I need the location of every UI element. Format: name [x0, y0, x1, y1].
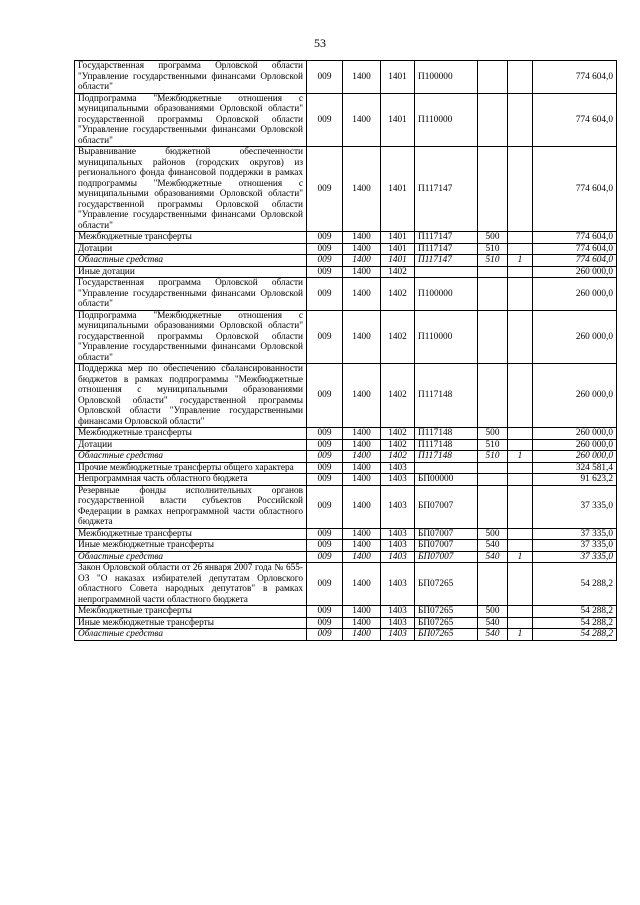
- grbs-code: 009: [307, 243, 343, 255]
- expense-type-code: [478, 474, 508, 486]
- target-article-code: П110000: [415, 93, 478, 147]
- section-code: 1400: [343, 243, 381, 255]
- section-code: 1400: [343, 474, 381, 486]
- amount: 54 288,2: [533, 617, 617, 629]
- grbs-code: 009: [307, 629, 343, 641]
- funding-source-code: [508, 310, 533, 364]
- subsection-code: 1403: [381, 540, 415, 552]
- section-code: 1400: [343, 617, 381, 629]
- amount: 260 000,0: [533, 428, 617, 440]
- grbs-code: 009: [307, 266, 343, 278]
- table-row: [75, 278, 617, 311]
- expense-type-code: 510: [478, 439, 508, 451]
- subsection-code: 1403: [381, 617, 415, 629]
- amount: 324 581,4: [533, 462, 617, 474]
- funding-source-code: [508, 617, 533, 629]
- section-code: 1400: [343, 551, 381, 563]
- subsection-code: 1402: [381, 266, 415, 278]
- section-code: 1400: [343, 428, 381, 440]
- grbs-code: 009: [307, 61, 343, 94]
- expense-type-code: [478, 310, 508, 364]
- funding-source-code: 1: [508, 551, 533, 563]
- expense-type-code: 540: [478, 551, 508, 563]
- funding-source-code: 1: [508, 255, 533, 267]
- funding-source-code: [508, 474, 533, 486]
- row-description: Государственная программа Орловской области "Управление государственными финансами Орловской области": [75, 278, 307, 311]
- subsection-code: 1401: [381, 255, 415, 267]
- funding-source-code: [508, 462, 533, 474]
- expense-type-code: 500: [478, 232, 508, 244]
- expense-type-code: 510: [478, 451, 508, 463]
- table-row: [75, 310, 617, 364]
- expense-type-code: 510: [478, 255, 508, 267]
- grbs-code: 009: [307, 439, 343, 451]
- subsection-code: 1401: [381, 243, 415, 255]
- row-description: Выравнивание бюджетной обеспеченности муниципальных районов (городских округов) из регионального фонда финансовой поддержки в рамках подпрограммы "Межбюджетные отношения с муниципальными образованиями Орловской области" государственной программы Орловской области "Управление государственными финансами Орловской области": [75, 147, 307, 232]
- amount: 774 604,0: [533, 232, 617, 244]
- expense-type-code: 510: [478, 243, 508, 255]
- row-description: Областные средства: [75, 451, 307, 463]
- funding-source-code: [508, 266, 533, 278]
- table-row: [75, 528, 617, 540]
- row-description: Иные дотации: [75, 266, 307, 278]
- section-code: 1400: [343, 462, 381, 474]
- grbs-code: 009: [307, 310, 343, 364]
- row-description: Иные межбюджетные трансферты: [75, 540, 307, 552]
- amount: 260 000,0: [533, 266, 617, 278]
- target-article-code: БП07007: [415, 551, 478, 563]
- table-row: [75, 451, 617, 463]
- row-description: Межбюджетные трансферты: [75, 606, 307, 618]
- target-article-code: П117147: [415, 243, 478, 255]
- row-description: Поддержка мер по обеспечению сбалансированности бюджетов в рамках подпрограммы "Межбюджетные отношения с муниципальными образованиями Орловской области" государственной программы Орловской области "Управление государственными финансами Орловской области": [75, 364, 307, 428]
- expense-type-code: [478, 266, 508, 278]
- table-row: [75, 462, 617, 474]
- funding-source-code: [508, 243, 533, 255]
- subsection-code: 1402: [381, 439, 415, 451]
- section-code: 1400: [343, 266, 381, 278]
- target-article-code: БП07265: [415, 629, 478, 641]
- expense-type-code: [478, 485, 508, 528]
- amount: 260 000,0: [533, 278, 617, 311]
- section-code: 1400: [343, 255, 381, 267]
- amount: 37 335,0: [533, 551, 617, 563]
- section-code: 1400: [343, 310, 381, 364]
- amount: 260 000,0: [533, 310, 617, 364]
- amount: 774 604,0: [533, 255, 617, 267]
- expense-type-code: 540: [478, 629, 508, 641]
- target-article-code: П117148: [415, 364, 478, 428]
- table-row: [75, 606, 617, 618]
- subsection-code: 1403: [381, 606, 415, 618]
- amount: 260 000,0: [533, 451, 617, 463]
- funding-source-code: [508, 528, 533, 540]
- subsection-code: 1403: [381, 629, 415, 641]
- table-row: [75, 629, 617, 641]
- subsection-code: 1401: [381, 147, 415, 232]
- amount: 260 000,0: [533, 364, 617, 428]
- amount: 54 288,2: [533, 629, 617, 641]
- section-code: 1400: [343, 232, 381, 244]
- row-description: Областные средства: [75, 255, 307, 267]
- target-article-code: [415, 462, 478, 474]
- grbs-code: 009: [307, 278, 343, 311]
- table-row: [75, 474, 617, 486]
- table-row: [75, 93, 617, 147]
- section-code: 1400: [343, 93, 381, 147]
- target-article-code: П117148: [415, 451, 478, 463]
- target-article-code: П117148: [415, 439, 478, 451]
- row-description: Областные средства: [75, 629, 307, 641]
- section-code: 1400: [343, 485, 381, 528]
- section-code: 1400: [343, 278, 381, 311]
- amount: 37 335,0: [533, 540, 617, 552]
- target-article-code: П117148: [415, 428, 478, 440]
- section-code: 1400: [343, 606, 381, 618]
- row-description: Резервные фонды исполнительных органов государственной власти субъектов Российской Федерации в рамках непрограммной части областного бюджета: [75, 485, 307, 528]
- funding-source-code: 1: [508, 629, 533, 641]
- section-code: 1400: [343, 147, 381, 232]
- amount: 774 604,0: [533, 243, 617, 255]
- amount: 37 335,0: [533, 528, 617, 540]
- subsection-code: 1403: [381, 474, 415, 486]
- funding-source-code: [508, 428, 533, 440]
- table-row: [75, 61, 617, 94]
- table-row: [75, 428, 617, 440]
- expense-type-code: 500: [478, 428, 508, 440]
- grbs-code: 009: [307, 617, 343, 629]
- funding-source-code: 1: [508, 451, 533, 463]
- subsection-code: 1402: [381, 428, 415, 440]
- row-description: Иные межбюджетные трансферты: [75, 617, 307, 629]
- subsection-code: 1402: [381, 310, 415, 364]
- expense-type-code: [478, 147, 508, 232]
- section-code: 1400: [343, 451, 381, 463]
- section-code: 1400: [343, 439, 381, 451]
- row-description: Дотации: [75, 439, 307, 451]
- table-row: [75, 617, 617, 629]
- grbs-code: 009: [307, 485, 343, 528]
- amount: 774 604,0: [533, 93, 617, 147]
- funding-source-code: [508, 563, 533, 606]
- target-article-code: [415, 266, 478, 278]
- funding-source-code: [508, 540, 533, 552]
- target-article-code: БП07007: [415, 528, 478, 540]
- expense-type-code: [478, 364, 508, 428]
- amount: 260 000,0: [533, 439, 617, 451]
- target-article-code: БП07265: [415, 563, 478, 606]
- grbs-code: 009: [307, 255, 343, 267]
- grbs-code: 009: [307, 540, 343, 552]
- grbs-code: 009: [307, 232, 343, 244]
- subsection-code: 1402: [381, 278, 415, 311]
- subsection-code: 1403: [381, 528, 415, 540]
- target-article-code: П117147: [415, 255, 478, 267]
- table-row: [75, 540, 617, 552]
- amount: 774 604,0: [533, 147, 617, 232]
- funding-source-code: [508, 232, 533, 244]
- row-description: Межбюджетные трансферты: [75, 528, 307, 540]
- section-code: 1400: [343, 629, 381, 641]
- expense-type-code: 500: [478, 606, 508, 618]
- grbs-code: 009: [307, 563, 343, 606]
- funding-source-code: [508, 485, 533, 528]
- amount: 54 288,2: [533, 563, 617, 606]
- funding-source-code: [508, 364, 533, 428]
- expense-type-code: 540: [478, 617, 508, 629]
- page-number: 53: [314, 36, 326, 50]
- grbs-code: 009: [307, 451, 343, 463]
- grbs-code: 009: [307, 528, 343, 540]
- funding-source-code: [508, 147, 533, 232]
- target-article-code: П110000: [415, 310, 478, 364]
- funding-source-code: [508, 439, 533, 451]
- table-row: [75, 563, 617, 606]
- funding-source-code: [508, 278, 533, 311]
- section-code: 1400: [343, 61, 381, 94]
- target-article-code: БП07007: [415, 540, 478, 552]
- grbs-code: 009: [307, 93, 343, 147]
- budget-table: [74, 60, 617, 641]
- row-description: Закон Орловской области от 26 января 2007 года № 655-ОЗ "О наказах избирателей депутатам Орловского областного Совета народных депутатов" в рамках непрограммной части областного бюджета: [75, 563, 307, 606]
- expense-type-code: 540: [478, 540, 508, 552]
- table-row: [75, 232, 617, 244]
- subsection-code: 1401: [381, 93, 415, 147]
- target-article-code: БП07265: [415, 617, 478, 629]
- table-row: [75, 364, 617, 428]
- expense-type-code: [478, 462, 508, 474]
- funding-source-code: [508, 93, 533, 147]
- row-description: Подпрограмма "Межбюджетные отношения с муниципальными образованиями Орловской области" государственной программы Орловской области "Управление государственными финансами Орловской области": [75, 93, 307, 147]
- table-row: [75, 439, 617, 451]
- row-description: Областные средства: [75, 551, 307, 563]
- subsection-code: 1402: [381, 364, 415, 428]
- table-row: [75, 551, 617, 563]
- amount: 91 623,2: [533, 474, 617, 486]
- subsection-code: 1402: [381, 451, 415, 463]
- grbs-code: 009: [307, 551, 343, 563]
- row-description: Межбюджетные трансферты: [75, 428, 307, 440]
- target-article-code: БП00000: [415, 474, 478, 486]
- grbs-code: 009: [307, 364, 343, 428]
- table-body: [75, 61, 617, 641]
- section-code: 1400: [343, 563, 381, 606]
- expense-type-code: [478, 61, 508, 94]
- table-row: [75, 266, 617, 278]
- grbs-code: 009: [307, 147, 343, 232]
- expense-type-code: [478, 93, 508, 147]
- subsection-code: 1403: [381, 485, 415, 528]
- target-article-code: БП07265: [415, 606, 478, 618]
- grbs-code: 009: [307, 428, 343, 440]
- row-description: Дотации: [75, 243, 307, 255]
- table-row: [75, 147, 617, 232]
- target-article-code: П117147: [415, 232, 478, 244]
- target-article-code: П117147: [415, 147, 478, 232]
- row-description: Непрограммная часть областного бюджета: [75, 474, 307, 486]
- table-row: [75, 255, 617, 267]
- target-article-code: П100000: [415, 61, 478, 94]
- subsection-code: 1401: [381, 232, 415, 244]
- funding-source-code: [508, 61, 533, 94]
- expense-type-code: 500: [478, 528, 508, 540]
- subsection-code: 1403: [381, 551, 415, 563]
- amount: 54 288,2: [533, 606, 617, 618]
- table-row: [75, 485, 617, 528]
- table-row: [75, 243, 617, 255]
- subsection-code: 1403: [381, 563, 415, 606]
- expense-type-code: [478, 278, 508, 311]
- grbs-code: 009: [307, 462, 343, 474]
- amount: 37 335,0: [533, 485, 617, 528]
- subsection-code: 1403: [381, 462, 415, 474]
- row-description: Государственная программа Орловской области "Управление государственными финансами Орловской области": [75, 61, 307, 94]
- section-code: 1400: [343, 364, 381, 428]
- section-code: 1400: [343, 528, 381, 540]
- amount: 774 604,0: [533, 61, 617, 94]
- row-description: Подпрограмма "Межбюджетные отношения с муниципальными образованиями Орловской области" государственной программы Орловской области "Управление государственными финансами Орловской области": [75, 310, 307, 364]
- expense-type-code: [478, 563, 508, 606]
- target-article-code: П100000: [415, 278, 478, 311]
- row-description: Межбюджетные трансферты: [75, 232, 307, 244]
- subsection-code: 1401: [381, 61, 415, 94]
- target-article-code: БП07007: [415, 485, 478, 528]
- funding-source-code: [508, 606, 533, 618]
- grbs-code: 009: [307, 474, 343, 486]
- row-description: Прочие межбюджетные трансферты общего характера: [75, 462, 307, 474]
- section-code: 1400: [343, 540, 381, 552]
- grbs-code: 009: [307, 606, 343, 618]
